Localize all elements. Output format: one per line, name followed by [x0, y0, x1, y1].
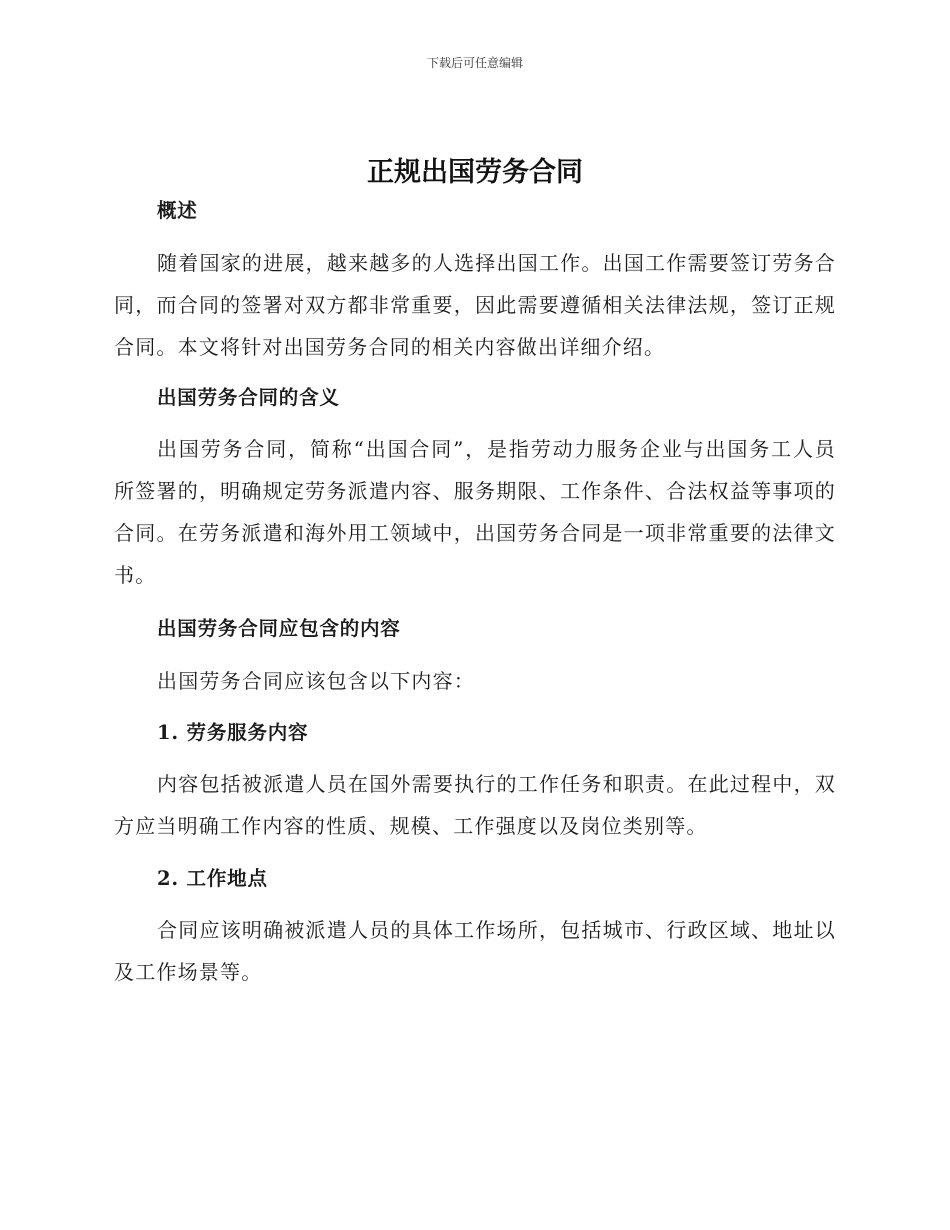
paragraph-item-2: 合同应该明确被派遣人员的具体工作场所，包括城市、行政区域、地址以及工作场景等。	[114, 918, 836, 984]
paragraph-meaning: 出国劳务合同，简称“出国合同”，是指劳动力服务企业与出国务工人员所签署的，明确规定劳务派遣内容、服务期限、工作条件、合法权益等事项的合同。在劳务派遣和海外用工领域中，出国劳务合同是一项非常重要的法律文书。	[114, 437, 836, 587]
section-heading-item-2: 2. 工作地点	[157, 867, 268, 890]
section-heading-meaning: 出国劳务合同的含义	[157, 386, 340, 409]
section-heading-overview: 概述	[157, 199, 198, 222]
paragraph-contents: 出国劳务合同应该包含以下内容：	[157, 669, 475, 693]
document-title: 正规出国劳务合同	[367, 157, 583, 188]
paragraph-overview: 随着国家的进展，越来越多的人选择出国工作。出国工作需要签订劳务合同，而合同的签署对双方都非常重要，因此需要遵循相关法律法规，签订正规合同。本文将针对出国劳务合同的相关内容做出详细介绍。	[114, 251, 836, 359]
section-heading-contents: 出国劳务合同应包含的内容	[157, 617, 401, 640]
section-heading-item-1: 1. 劳务服务内容	[157, 721, 309, 744]
paragraph-item-1: 内容包括被派遣人员在国外需要执行的工作任务和职责。在此过程中，双方应当明确工作内容的性质、规模、工作强度以及岗位类别等。	[114, 772, 836, 838]
header-note: 下载后可任意编辑	[426, 56, 523, 70]
